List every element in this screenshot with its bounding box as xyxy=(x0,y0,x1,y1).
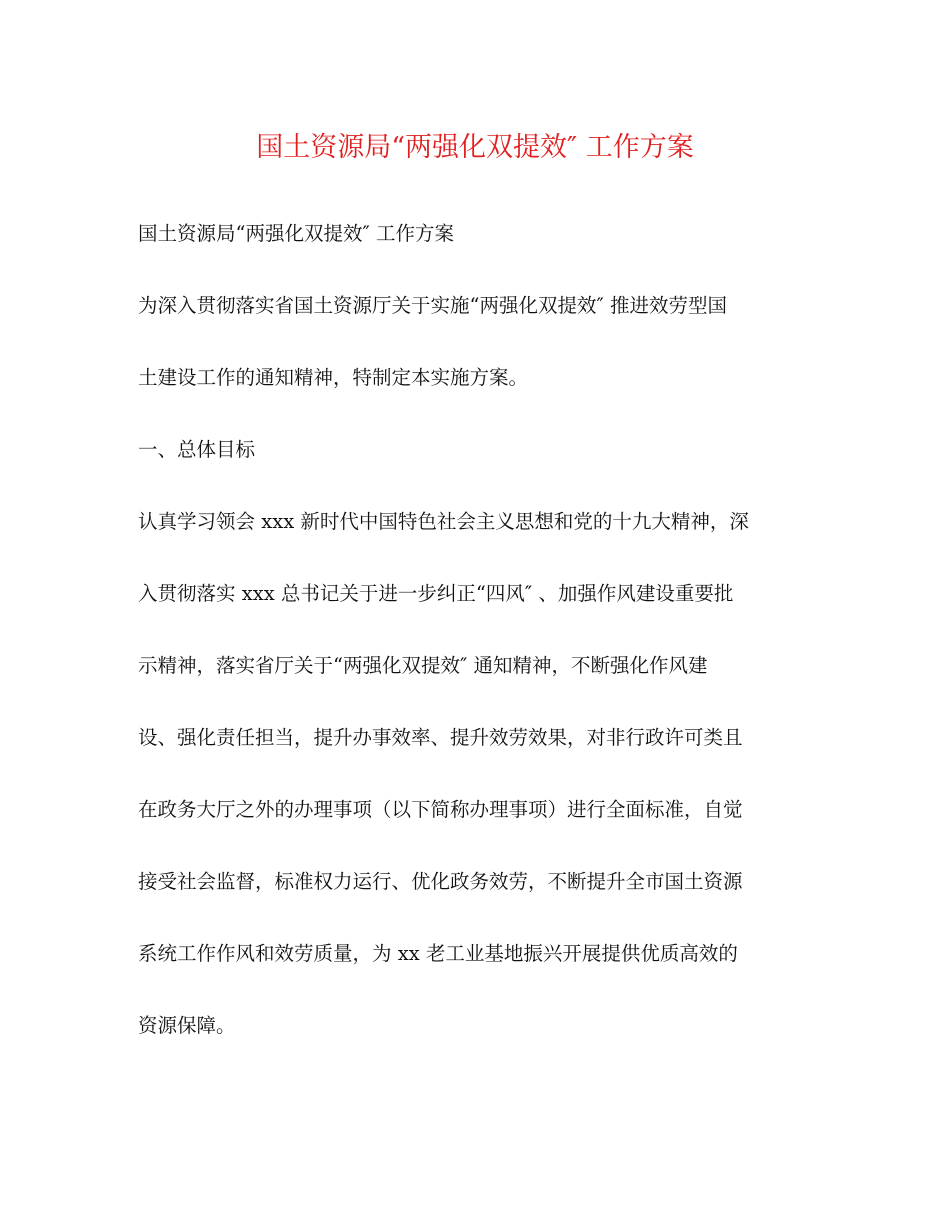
paragraph-line: 设、强化责任担当，提升办事效率、提升效劳效果，对非行政许可类且 xyxy=(138,726,743,749)
paragraph-line: 接受社会监督，标准权力运行、优化政务效劳，不断提升全市国土资源 xyxy=(138,870,743,893)
paragraph-line: 资源保障。 xyxy=(138,1014,236,1037)
subtitle-line: 国土资源局“两强化双提效″ 工作方案 xyxy=(138,222,454,245)
section-heading: 一、总体目标 xyxy=(138,438,256,461)
paragraph-line: 系统工作作风和效劳质量，为 xx 老工业基地振兴开展提供优质高效的 xyxy=(138,942,738,965)
paragraph-line: 入贯彻落实 xxx 总书记关于进一步纠正“四风″ 、加强作风建设重要批 xyxy=(138,582,734,605)
paragraph-line: 土建设工作的通知精神，特制定本实施方案。 xyxy=(138,366,529,389)
paragraph-line: 为深入贯彻落实省国土资源厅关于实施“两强化双提效″ 推进效劳型国 xyxy=(138,294,727,317)
document-title: 国土资源局“两强化双提效″ 工作方案 xyxy=(256,132,694,163)
paragraph-line: 示精神，落实省厅关于“两强化双提效″ 通知精神，不断强化作风建 xyxy=(138,654,708,677)
document-body xyxy=(138,218,828,1082)
paragraph-line: 在政务大厅之外的办理事项（以下简称办理事项）进行全面标准，自觉 xyxy=(138,798,743,821)
paragraph-line: 认真学习领会 xxx 新时代中国特色社会主义思想和党的十九大精神，深 xyxy=(138,510,749,533)
